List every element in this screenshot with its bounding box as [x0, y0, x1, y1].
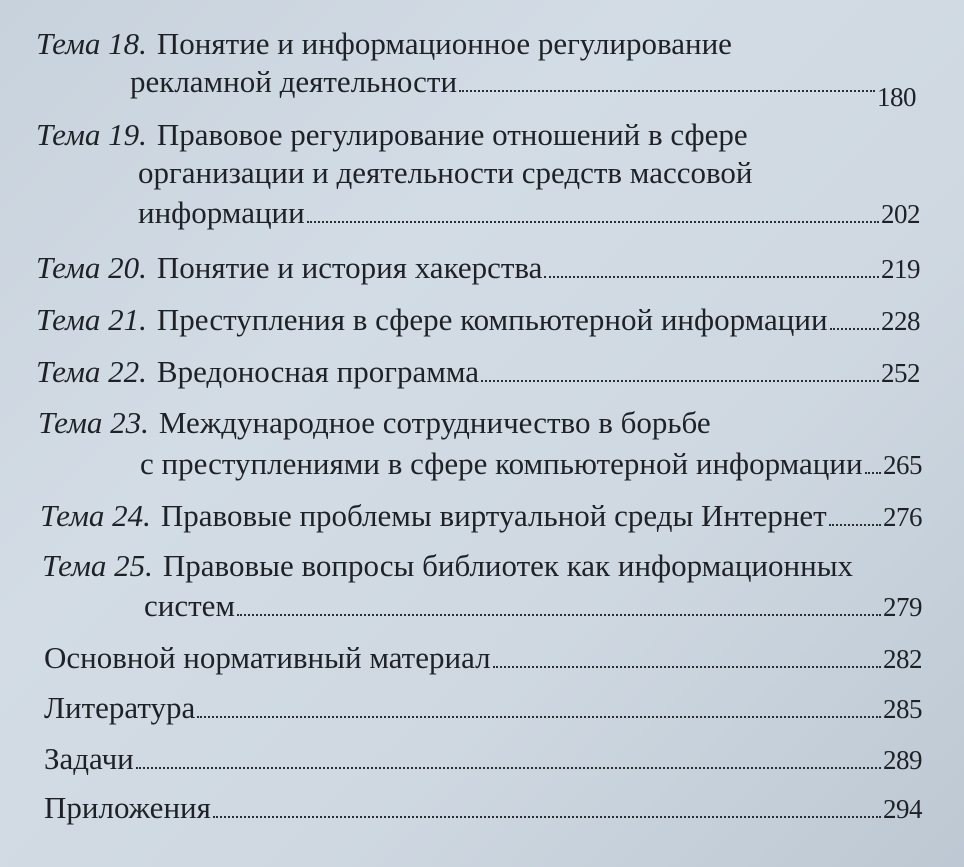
toc-entry-tasks	[44, 741, 922, 778]
dot-leader	[865, 472, 881, 474]
entry-title: Правовые проблемы виртуальной среды Интернет	[160, 498, 827, 533]
topic-number: Тема 23.	[38, 405, 149, 440]
dot-leader	[197, 716, 881, 718]
toc-entry-25-line-1	[42, 548, 920, 584]
dot-leader	[459, 90, 875, 92]
toc-entry-19-line-1	[36, 117, 916, 153]
dot-leader	[829, 524, 881, 526]
topic-number: Тема 24.	[40, 498, 151, 533]
page-number: 252	[881, 358, 920, 388]
toc-entry-21	[36, 302, 920, 339]
toc-entry-18-line-2	[130, 64, 916, 112]
page-number: 228	[881, 306, 920, 336]
entry-title: Понятие и история хакерства	[156, 250, 543, 285]
page-number: 294	[883, 794, 922, 824]
dot-leader	[237, 614, 881, 616]
entry-title-cont: систем	[144, 588, 236, 623]
entry-title: Вредоносная программа	[156, 354, 480, 389]
page-number: 202	[881, 199, 920, 229]
topic-number: Тема 19.	[36, 117, 147, 152]
page-number: 285	[883, 694, 922, 724]
page-number: 265	[883, 450, 922, 480]
toc-entry-19-line-3	[138, 195, 920, 232]
toc-entry-23-line-1	[38, 405, 918, 441]
entry-title: Задачи	[44, 741, 134, 776]
page-number: 180	[877, 82, 916, 112]
toc-entry-literature	[44, 690, 922, 727]
entry-title-cont: информации	[138, 195, 305, 230]
entry-title: Понятие и информационное регулирование	[156, 26, 732, 61]
toc-entry-24	[40, 498, 922, 535]
toc-entry-23-line-2	[140, 446, 922, 483]
topic-number: Тема 22.	[36, 354, 147, 389]
toc-entry-20	[36, 250, 920, 287]
dot-leader	[213, 816, 881, 818]
entry-title: Основной нормативный материал	[44, 640, 491, 675]
entry-title-cont: организации и деятельности средств массовой	[138, 155, 753, 190]
topic-number: Тема 18.	[36, 26, 147, 61]
entry-title: Приложения	[44, 790, 211, 825]
toc-entry-22	[36, 354, 920, 391]
dot-leader	[493, 666, 881, 668]
dot-leader	[307, 221, 879, 223]
page-number: 289	[883, 745, 922, 775]
page-number: 219	[881, 254, 920, 284]
toc-entry-25-line-2	[144, 588, 922, 625]
dot-leader	[544, 276, 879, 278]
dot-leader	[830, 328, 879, 330]
page-number: 276	[883, 502, 922, 532]
entry-title: Международное сотрудничество в борьбе	[158, 405, 711, 440]
toc-entry-18-line-1	[36, 26, 916, 62]
entry-title-cont: с преступлениями в сфере компьютерной информации	[140, 446, 863, 481]
page-number: 282	[883, 644, 922, 674]
entry-title: Литература	[44, 690, 196, 725]
topic-number: Тема 20.	[36, 250, 147, 285]
toc-entry-normative	[44, 640, 922, 677]
entry-title: Преступления в сфере компьютерной информации	[156, 302, 828, 337]
entry-title: Правовые вопросы библиотек как информационных	[162, 548, 854, 583]
entry-title: Правовое регулирование отношений в сфере	[156, 117, 748, 152]
page-number: 279	[883, 592, 922, 622]
dot-leader	[136, 767, 881, 769]
topic-number: Тема 21.	[36, 302, 147, 337]
topic-number: Тема 25.	[42, 548, 153, 583]
toc-entry-appendices	[44, 790, 922, 827]
dot-leader	[481, 380, 879, 382]
entry-title-cont: рекламной деятельности	[130, 64, 458, 99]
toc-entry-19-line-2	[138, 155, 916, 191]
